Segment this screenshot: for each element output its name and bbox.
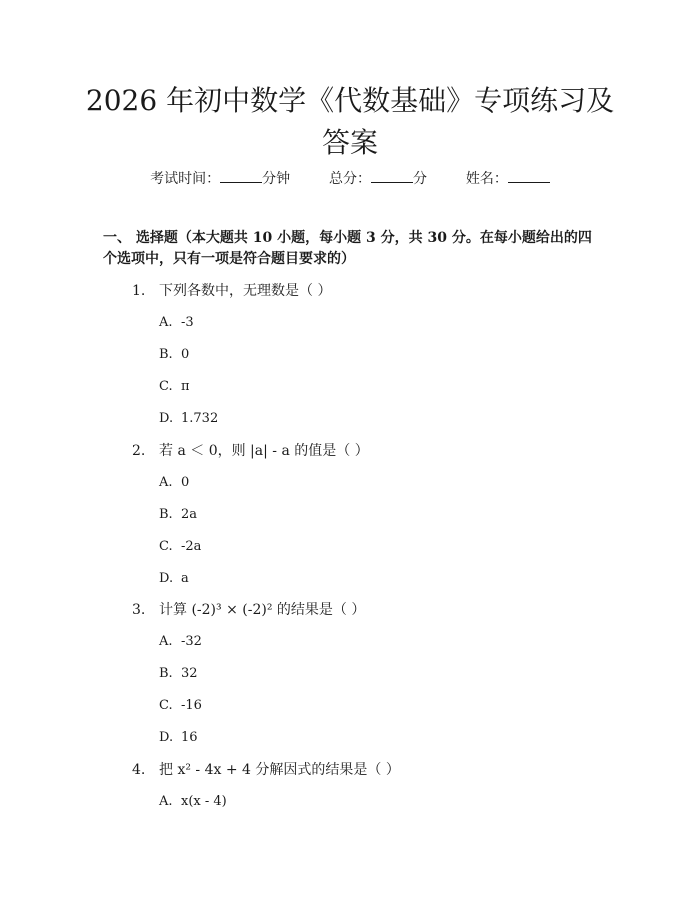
option-label: B. (159, 666, 173, 681)
option-text: -2a (181, 539, 202, 554)
exam-time-label: 考试时间： (150, 171, 221, 187)
option-text: 0 (181, 347, 190, 362)
student-name-label: 姓名： (465, 171, 508, 187)
total-score-label: 总分： (329, 171, 371, 187)
question-1 (132, 281, 331, 301)
exam-time-blank (220, 170, 262, 183)
exam-info-line (0, 169, 700, 189)
student-name-blank (508, 170, 550, 183)
option-2a (159, 473, 189, 493)
exam-time-unit: 分钟 (262, 171, 291, 187)
section-heading: 一、 选择题（本大题共 10 小题，每小题 3 分，共 30 分。在每小题给出的四个选项中，只有一项是符合题目要求的） (103, 230, 592, 267)
option-label: A. (159, 315, 173, 330)
option-3a (159, 632, 202, 652)
question-number: 3. (132, 602, 146, 618)
option-text: 0 (181, 475, 190, 490)
option-1c (159, 377, 190, 397)
question-text: 若 a ＜ 0，则 |a| - a 的值是（ ） (159, 443, 369, 459)
option-2c (159, 537, 201, 557)
option-text: -16 (181, 698, 202, 713)
question-text: 下列各数中，无理数是（ ） (159, 283, 332, 299)
total-score-field (329, 169, 427, 189)
question-number: 4. (132, 762, 146, 778)
option-text: 16 (181, 730, 198, 745)
total-score-unit: 分 (413, 171, 427, 187)
option-label: C. (159, 539, 173, 554)
exam-time-field (150, 169, 290, 189)
question-2 (132, 441, 369, 461)
option-1a (159, 313, 194, 333)
option-text: π (181, 379, 190, 394)
question-text: 把 x² - 4x + 4 分解因式的结果是（ ） (159, 762, 400, 778)
option-1b (159, 345, 189, 365)
option-label: D. (159, 411, 174, 426)
option-3c (159, 696, 202, 716)
option-label: D. (159, 730, 174, 745)
option-label: C. (159, 698, 173, 713)
question-number: 2. (132, 443, 146, 459)
option-text: -32 (181, 634, 202, 649)
total-score-blank (371, 170, 413, 183)
option-label: A. (159, 475, 173, 490)
option-3d (159, 728, 198, 748)
option-label: D. (159, 571, 174, 586)
option-text: a (181, 571, 189, 586)
student-name-field (466, 169, 550, 189)
question-number: 1. (132, 283, 146, 299)
question-text: 计算 (-2)³ × (-2)² 的结果是（ ） (159, 602, 366, 618)
question-4 (132, 760, 400, 780)
option-text: 2a (181, 507, 198, 522)
option-label: B. (159, 507, 173, 522)
option-2d (159, 569, 189, 589)
option-text: -3 (181, 315, 194, 330)
option-label: C. (159, 379, 173, 394)
option-text: 32 (181, 666, 198, 681)
option-label: B. (159, 347, 173, 362)
option-text: 1.732 (181, 411, 219, 426)
page-title: 2026 年初中数学《代数基础》专项练习及答案 (85, 84, 615, 159)
option-label: A. (159, 634, 173, 649)
option-1d (159, 409, 218, 429)
option-label: A. (159, 794, 173, 809)
option-text: x(x - 4) (181, 794, 227, 809)
option-2b (159, 505, 197, 525)
option-4a (159, 792, 227, 812)
option-3b (159, 664, 198, 684)
question-3 (132, 600, 365, 620)
